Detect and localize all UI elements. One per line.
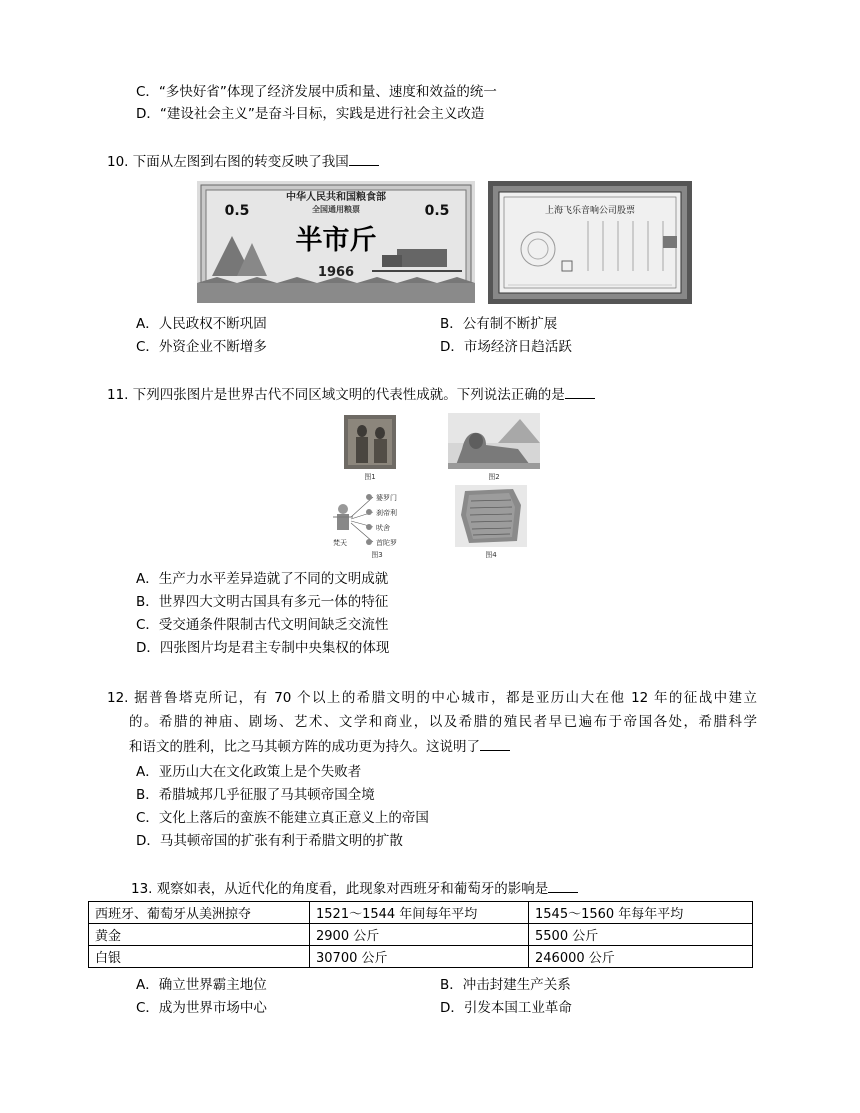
table-cell: 246000 公斤 bbox=[529, 946, 753, 968]
table-header-cell: 1545～1560 年每年平均 bbox=[529, 902, 753, 924]
table-row bbox=[89, 946, 753, 968]
caste-label-vaishya: 吠舍 bbox=[376, 524, 390, 532]
table-cell: 黄金 bbox=[89, 924, 310, 946]
option-c: C．“多快好省”体现了经济发展中质和量、速度和效益的统一 bbox=[136, 84, 497, 100]
figure-2-caption: 图2 bbox=[488, 473, 500, 481]
figure-1-relief bbox=[340, 413, 400, 483]
answer-blank bbox=[548, 878, 578, 893]
table-cell: 5500 公斤 bbox=[529, 924, 753, 946]
coupon-year: 1966 bbox=[317, 265, 355, 280]
q10-option-b: B．公有制不断扩展 bbox=[440, 316, 558, 332]
q11-option-b: B．世界四大文明古国具有多元一体的特征 bbox=[136, 594, 389, 610]
table-header-row bbox=[89, 902, 753, 924]
answer-blank bbox=[565, 384, 595, 399]
ration-coupon-image bbox=[197, 181, 475, 303]
figure-4-caption: 图4 bbox=[485, 551, 497, 559]
stock-certificate-image bbox=[488, 181, 692, 304]
figure-2-sphinx bbox=[448, 413, 540, 483]
question-11-stem: 11. 下列四张图片是世界古代不同区域文明的代表性成就。下列说法正确的是 bbox=[107, 384, 595, 405]
q12-option-d: D．马其顿帝国的扩张有利于希腊文明的扩散 bbox=[136, 833, 403, 849]
caste-label-shudra: 首陀罗 bbox=[376, 539, 397, 547]
caste-label-kshatriya: 刹帝利 bbox=[376, 509, 397, 517]
q10-option-c: C．外资企业不断增多 bbox=[136, 339, 267, 355]
q11-option-a: A．生产力水平差异造就了不同的文明成就 bbox=[136, 571, 389, 587]
q12-option-c: C．文化上落后的蛮族不能建立真正意义上的帝国 bbox=[136, 810, 429, 826]
q13-option-d: D．引发本国工业革命 bbox=[440, 1000, 572, 1016]
figure-3-caste-diagram bbox=[329, 487, 429, 559]
caste-label-brahma: 梵天 bbox=[333, 539, 347, 547]
coupon-header1: 中华人民共和国粮食部 bbox=[286, 192, 386, 203]
coupon-denom-left: 0.5 bbox=[224, 203, 250, 219]
question-13-stem: 13. 观察如表，从近代化的角度看，此现象对西班牙和葡萄牙的影响是 bbox=[131, 878, 578, 899]
q13-option-a: A．确立世界霸主地位 bbox=[136, 977, 267, 993]
q10-option-d: D．市场经济日趋活跃 bbox=[440, 339, 572, 355]
table-cell: 30700 公斤 bbox=[310, 946, 529, 968]
option-d: D．“建设社会主义”是奋斗目标，实践是进行社会主义改造 bbox=[136, 106, 485, 122]
answer-blank bbox=[480, 736, 510, 751]
coupon-amount: 半市斤 bbox=[295, 225, 377, 256]
coupon-denom-right: 0.5 bbox=[424, 203, 450, 219]
question-12-line1: 12. 据普鲁塔克所记，有 70 个以上的希腊文明的中心城市，都是亚历山大在他 12 年的征战中建立 bbox=[107, 690, 757, 706]
q12-option-b: B．希腊城邦几乎征服了马其顿帝国全境 bbox=[136, 787, 375, 803]
q13-option-b: B．冲击封建生产关系 bbox=[440, 977, 571, 993]
answer-blank bbox=[349, 151, 379, 166]
q11-option-d: D．四张图片均是君主专制中央集权的体现 bbox=[136, 640, 390, 656]
table-row bbox=[89, 924, 753, 946]
table-cell: 2900 公斤 bbox=[310, 924, 529, 946]
table-header-cell: 1521～1544 年间每年平均 bbox=[310, 902, 529, 924]
figure-4-tablet bbox=[455, 485, 527, 561]
q10-option-a: A．人民政权不断巩固 bbox=[136, 316, 267, 332]
q12-option-a: A．亚历山大在文化政策上是个失败者 bbox=[136, 764, 362, 780]
question-10-stem: 10. 下面从左图到右图的转变反映了我国 bbox=[107, 151, 379, 172]
table-header-cell: 西班牙、葡萄牙从美洲掠夺 bbox=[89, 902, 310, 924]
figure-1-caption: 图1 bbox=[364, 473, 376, 481]
certificate-title: 上海飞乐音响公司股票 bbox=[544, 206, 636, 216]
question-12-line3: 和语文的胜利，比之马其顿方阵的成功更为持久。这说明了 bbox=[129, 736, 510, 757]
q11-option-c: C．受交通条件限制古代文明间缺乏交流性 bbox=[136, 617, 389, 633]
figure-3-caption: 图3 bbox=[371, 551, 383, 559]
table-cell: 白银 bbox=[89, 946, 310, 968]
coupon-header2: 全国通用粮票 bbox=[312, 205, 360, 214]
data-table bbox=[88, 901, 753, 968]
question-12-line2: 的。希腊的神庙、剧场、艺术、文学和商业，以及希腊的殖民者早已遍布于帝国各处，希腊科学 bbox=[129, 714, 757, 730]
caste-label-brahmin: 婆罗门 bbox=[376, 494, 397, 502]
q13-option-c: C．成为世界市场中心 bbox=[136, 1000, 267, 1016]
